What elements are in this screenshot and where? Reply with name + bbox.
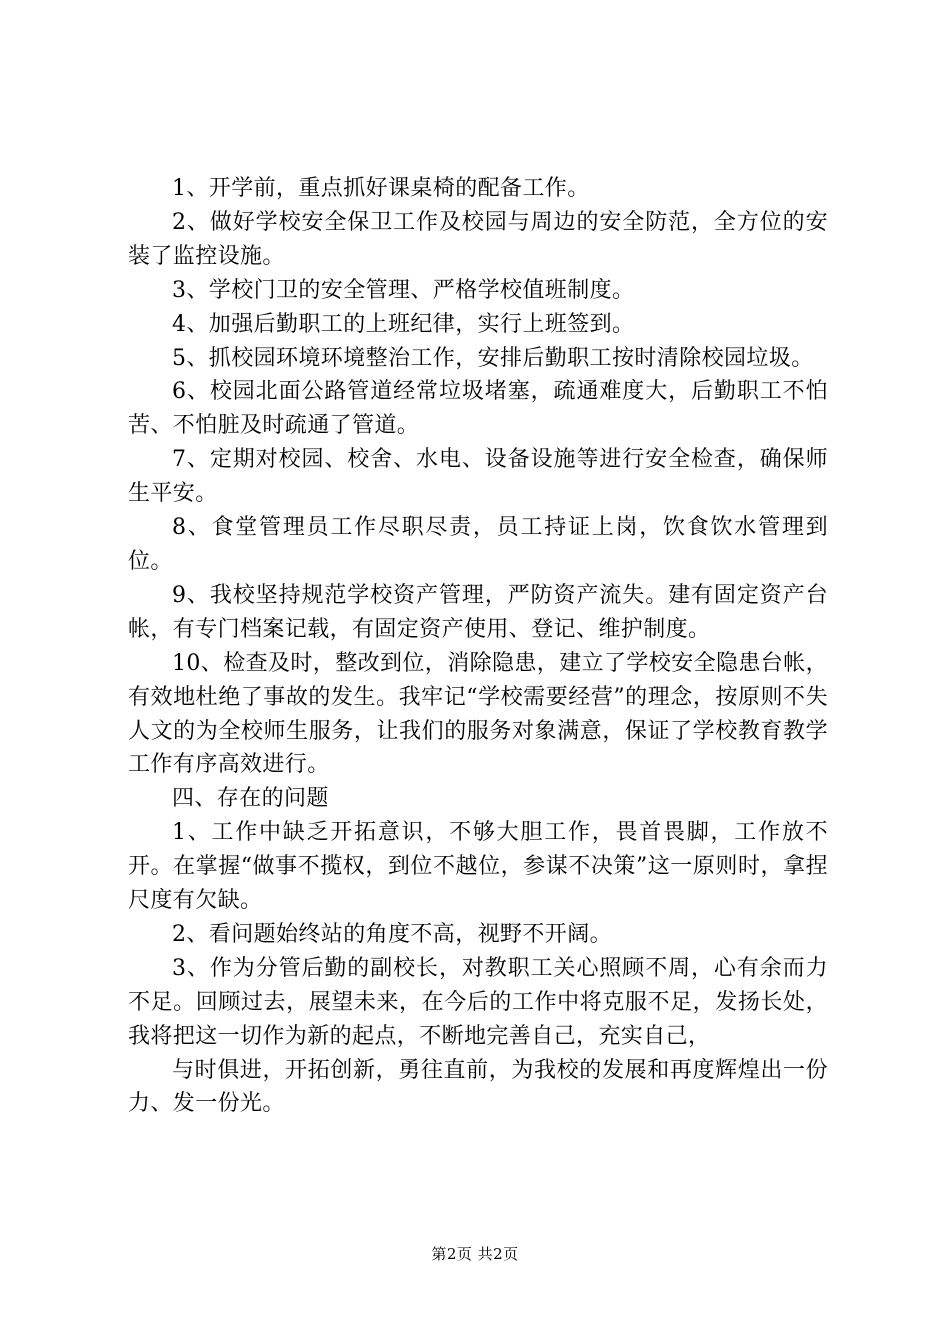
document-body [128,172,828,1121]
paragraph-10: 10、检查及时，整改到位，消除隐患，建立了学校安全隐患台帐，有效地杜绝了事故的发生。我牢记“学校需要经营”的理念，按原则不失人文的为全校师生服务，让我们的服务对象满意，保证了学校教育教学工作有序高效进行。 [128,650,828,778]
page-number-label: 第2页 共2页 [431,1245,519,1263]
closing-paragraph: 与时俱进，开拓创新，勇往直前，为我校的发展和再度辉煌出一份力、发一份光。 [128,1057,828,1117]
paragraph-4: 4、加强后勤职工的上班纪律，实行上班签到。 [172,311,635,337]
paragraph-8: 8、食堂管理员工作尽职尽责，员工持证上岗，饮食饮水管理到位。 [128,515,828,574]
problem-3: 3、作为分管后勤的副校长，对教职工关心照顾不周，心有余而力不足。回顾过去，展望未来，在今后的工作中将克服不足，发扬长处，我将把这一切作为新的起点，不断地完善自己，充实自己， [128,955,828,1049]
paragraph-6: 6、校园北面公路管道经常垃圾堵塞，疏通难度大，后勤职工不怕苦、不怕脏及时疏通了管道。 [128,379,828,439]
problem-2: 2、看问题始终站的角度不高，视野不开阔。 [172,921,612,947]
section-heading: 四、存在的问题 [172,786,329,812]
page-footer [0,1243,950,1264]
paragraph-3: 3、学校门卫的安全管理、严格学校值班制度。 [172,277,635,303]
paragraph-7: 7、定期对校园、校舍、水电、设备设施等进行安全检查，确保师生平安。 [128,447,828,507]
problem-1: 1、工作中缺乏开拓意识，不够大胆工作，畏首畏脚，工作放不开。在掌握“做事不揽权，到位不越位，参谋不决策”这一原则时，拿捏尺度有欠缺。 [128,820,828,914]
paragraph-1: 1、开学前，重点抓好课桌椅的配备工作。 [172,176,590,201]
paragraph-9: 9、我校坚持规范学校资产管理，严防资产流失。建有固定资产台帐，有专门档案记载，有固定资产使用、登记、维护制度。 [128,582,828,642]
paragraph-2: 2、做好学校安全保卫工作及校园与周边的安全防范，全方位的安装了监控设施。 [128,209,828,269]
paragraph-5: 5、抓校园环境环境整治工作，安排后勤职工按时清除校园垃圾。 [172,345,814,371]
